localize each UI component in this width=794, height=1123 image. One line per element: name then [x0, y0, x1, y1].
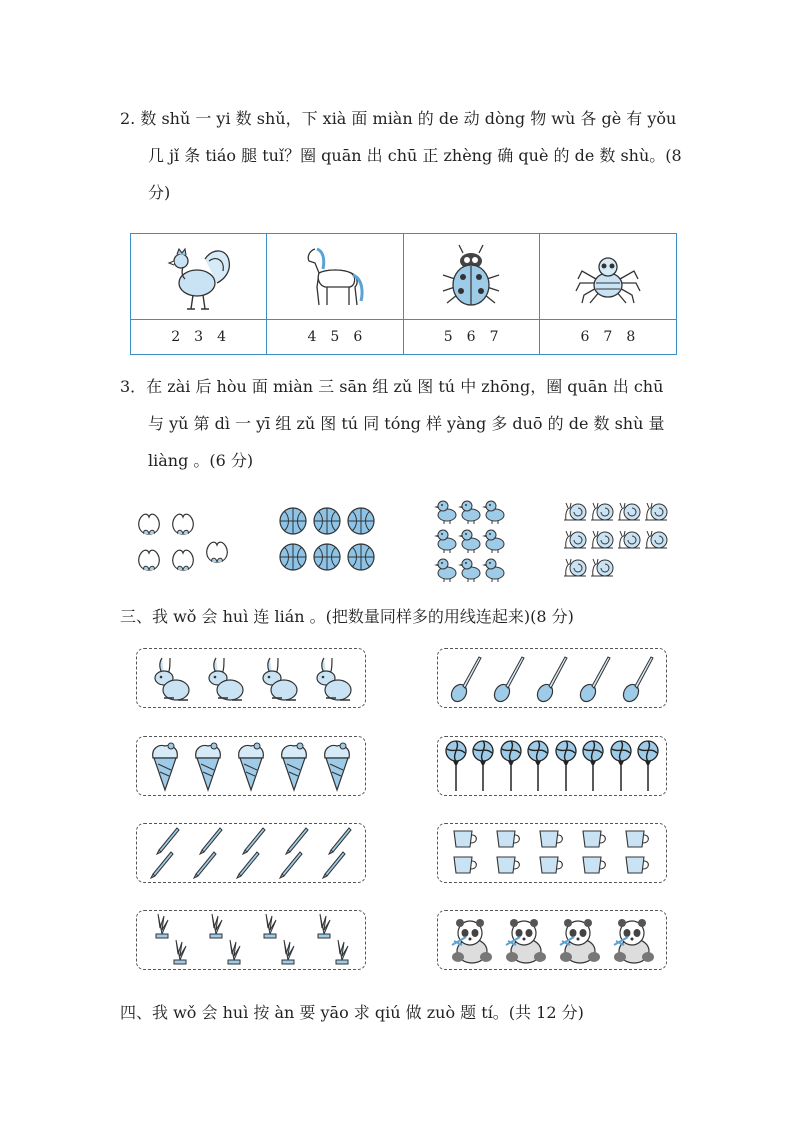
- q2-line-1: 2. 数 shǔ 一 yi 数 shǔ，下 xià 面 miàn 的 de 动 dòng 物 wù 各 gè 有 yǒu: [120, 109, 677, 128]
- panda-box[interactable]: [437, 910, 667, 970]
- animal-legs-table: [130, 233, 677, 355]
- option[interactable]: 5: [330, 329, 340, 345]
- cup-pair-icon: [537, 827, 567, 879]
- spoon-icon: [492, 653, 526, 703]
- cup-pair-icon: [623, 827, 653, 879]
- horse-options: [267, 320, 403, 354]
- ice-cream-icon: [321, 740, 353, 792]
- snail-group: [562, 500, 670, 580]
- option[interactable]: 2: [171, 329, 181, 345]
- lollipop-icon: [555, 739, 577, 793]
- section-4-title: 四、我 wǒ 会 huì 按 àn 要 yāo 求 qiú 做 zuò 题 tí。(共 12 分): [120, 1003, 584, 1022]
- q3-line-3: liàng 。(6 分): [148, 451, 254, 470]
- cup-pair-icon: [580, 827, 610, 879]
- pencil-pair-icon: [319, 826, 355, 880]
- rooster-options: [131, 320, 267, 354]
- option[interactable]: 8: [626, 329, 636, 345]
- spoon-box[interactable]: [437, 648, 667, 708]
- snail-icon: [643, 500, 670, 524]
- cup-box[interactable]: [437, 823, 667, 883]
- pencil-pair-icon: [147, 826, 183, 880]
- snail-icon: [562, 500, 589, 524]
- plant-pair-icon: [254, 912, 302, 968]
- lollipop-icon: [527, 739, 549, 793]
- peach-icon: [168, 544, 198, 572]
- snail-icon: [643, 528, 670, 552]
- rabbit-icon: [202, 654, 246, 702]
- option[interactable]: 5: [443, 329, 453, 345]
- ball-icon: [346, 506, 376, 536]
- ladybug-cell: [404, 234, 540, 320]
- lollipop-icon: [472, 739, 494, 793]
- option[interactable]: 7: [603, 329, 613, 345]
- spoon-icon: [578, 653, 612, 703]
- duck-icon: [458, 498, 482, 524]
- spider-icon: [570, 239, 646, 315]
- ball-icon: [312, 542, 342, 572]
- ice-cream-icon: [192, 740, 224, 792]
- q3-line-1: 3．在 zài 后 hòu 面 miàn 三 sān 组 zǔ 图 tú 中 zhōng，圈 quān 出 chū: [120, 377, 664, 396]
- spider-options: [540, 320, 676, 354]
- snail-icon: [589, 500, 616, 524]
- peach-icon: [202, 536, 232, 564]
- lollipop-icon: [582, 739, 604, 793]
- rabbit-icon: [310, 654, 354, 702]
- horse-icon: [297, 239, 373, 315]
- option[interactable]: 6: [466, 329, 476, 345]
- peach-group: [134, 508, 236, 572]
- ball-icon: [278, 542, 308, 572]
- panda-icon: [448, 915, 494, 965]
- ball-icon: [312, 506, 342, 536]
- snail-icon: [589, 528, 616, 552]
- spoon-icon: [621, 653, 655, 703]
- horse-cell: [267, 234, 403, 320]
- ice-cream-icon: [278, 740, 310, 792]
- spoon-icon: [449, 653, 483, 703]
- plant-pair-icon: [200, 912, 248, 968]
- q3-line-2: 与 yǔ 第 dì 一 yī 组 zǔ 图 tú 同 tóng 样 yàng 多 duō 的 de 数 shù 量: [148, 414, 665, 433]
- ball-group: [278, 506, 380, 572]
- duck-icon: [458, 527, 482, 553]
- panda-icon: [502, 915, 548, 965]
- lollipop-box[interactable]: [437, 736, 667, 796]
- q2-line-2: 几 jǐ 条 tiáo 腿 tuǐ？圈 quān 出 chū 正 zhèng 确 què 的 de 数 shù。(8: [148, 146, 682, 165]
- section-4-title-wrap: [120, 994, 680, 1031]
- duck-icon: [434, 498, 458, 524]
- ladybug-icon: [433, 239, 509, 315]
- lollipop-icon: [500, 739, 522, 793]
- cup-pair-icon: [494, 827, 524, 879]
- option[interactable]: 4: [307, 329, 317, 345]
- lollipop-icon: [637, 739, 659, 793]
- ice-cream-box[interactable]: [136, 736, 366, 796]
- option[interactable]: 7: [489, 329, 499, 345]
- duck-icon: [458, 556, 482, 582]
- snail-icon: [616, 500, 643, 524]
- peach-icon: [168, 508, 198, 536]
- pencil-pair-icon: [190, 826, 226, 880]
- option[interactable]: 4: [217, 329, 226, 345]
- spider-cell: [540, 234, 676, 320]
- cup-pair-icon: [451, 827, 481, 879]
- duck-icon: [434, 556, 458, 582]
- pencil-box[interactable]: [136, 823, 366, 883]
- rooster-icon: [161, 239, 237, 315]
- option[interactable]: 3: [194, 329, 204, 345]
- duck-icon: [482, 498, 506, 524]
- duck-group: [434, 498, 506, 582]
- duck-icon: [482, 556, 506, 582]
- option[interactable]: 6: [353, 329, 363, 345]
- rabbit-icon: [148, 654, 192, 702]
- rabbit-icon: [256, 654, 300, 702]
- peach-icon: [134, 544, 164, 572]
- ice-cream-icon: [149, 740, 181, 792]
- section-3-title: 三、我 wǒ 会 huì 连 lián 。(把数量同样多的用线连起来)(8 分): [120, 607, 574, 626]
- plant-pair-icon: [146, 912, 194, 968]
- ice-cream-icon: [235, 740, 267, 792]
- panda-icon: [610, 915, 656, 965]
- ball-icon: [346, 542, 376, 572]
- question-3: [120, 368, 680, 479]
- section-3-title-wrap: [120, 598, 680, 635]
- duck-icon: [482, 527, 506, 553]
- rabbit-box[interactable]: [136, 648, 366, 708]
- plant-pair-icon: [308, 912, 356, 968]
- duck-icon: [434, 527, 458, 553]
- question-2: [120, 100, 680, 211]
- pencil-pair-icon: [233, 826, 269, 880]
- snail-icon: [562, 556, 589, 580]
- snail-icon: [589, 556, 616, 580]
- pencil-pair-icon: [276, 826, 312, 880]
- ball-icon: [278, 506, 308, 536]
- option[interactable]: 6: [580, 329, 590, 345]
- plant-box[interactable]: [136, 910, 366, 970]
- snail-icon: [562, 528, 589, 552]
- lollipop-icon: [610, 739, 632, 793]
- lollipop-icon: [445, 739, 467, 793]
- peach-icon: [134, 508, 164, 536]
- panda-icon: [556, 915, 602, 965]
- spoon-icon: [535, 653, 569, 703]
- q2-line-3: 分): [148, 183, 171, 202]
- snail-icon: [616, 528, 643, 552]
- ladybug-options: [404, 320, 540, 354]
- rooster-cell: [131, 234, 267, 320]
